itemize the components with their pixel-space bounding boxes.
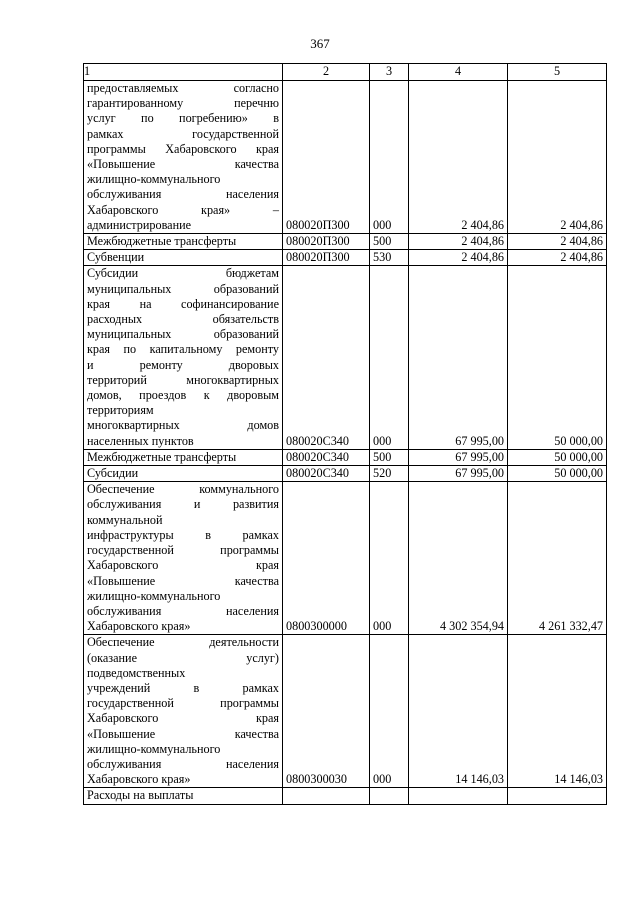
- row-name-line: Межбюджетные трансферты: [87, 234, 237, 249]
- row-name-line: Хабаровского края» –: [87, 202, 279, 217]
- row-value-2: 14 146,03: [508, 635, 607, 788]
- row-name-line: расходных обязательств: [87, 312, 279, 327]
- row-expense-type: 500: [370, 234, 409, 250]
- row-code: [283, 788, 370, 804]
- row-name-line: Субвенции: [87, 250, 145, 265]
- row-value-1: 67 995,00: [409, 266, 508, 449]
- row-expense-type: [370, 788, 409, 804]
- row-code: 0800300030: [283, 635, 370, 788]
- row-name-line: Межбюджетные трансферты: [87, 449, 237, 464]
- budget-table-body: [84, 64, 607, 805]
- row-expense-type: 000: [370, 635, 409, 788]
- header-col-5: 5: [508, 64, 607, 81]
- row-value-2: [508, 788, 607, 804]
- row-value-1: 2 404,86: [409, 81, 508, 234]
- row-value-1: 67 995,00: [409, 466, 508, 482]
- row-name-line: жилищно-коммунального: [87, 172, 221, 187]
- row-name-line: «Повышение качества: [87, 157, 279, 172]
- row-value-2: 50 000,00: [508, 466, 607, 482]
- row-value-2: 50 000,00: [508, 266, 607, 449]
- row-name-line: государственной программы: [87, 696, 279, 711]
- row-name-line: программы Хабаровского края: [87, 141, 279, 156]
- row-name-line: Хабаровского края»: [87, 772, 191, 787]
- row-code: 080020С340: [283, 266, 370, 449]
- row-code: 080020П300: [283, 81, 370, 234]
- row-name-line: Обеспечение деятельности: [87, 635, 279, 650]
- budget-table: [83, 63, 607, 805]
- page-number: 367: [310, 36, 330, 51]
- row-name-line: учреждений в рамках: [87, 680, 279, 695]
- row-name-line: Расходы на выплаты: [87, 788, 194, 803]
- row-value-1: 2 404,86: [409, 234, 508, 250]
- header-col-4: 4: [409, 64, 508, 81]
- row-expense-type: 000: [370, 482, 409, 635]
- row-name-line: жилищно-коммунального: [87, 588, 221, 603]
- row-name-line: администрирование: [87, 217, 192, 232]
- row-name-line: рамках государственной: [87, 126, 279, 141]
- row-name-line: Обеспечение коммунального: [87, 482, 279, 497]
- row-name: [84, 482, 283, 635]
- row-name-line: Хабаровского края: [87, 558, 279, 573]
- header-row: [84, 64, 607, 81]
- table-row: [84, 635, 607, 788]
- row-value-1: 67 995,00: [409, 449, 508, 465]
- row-code: 080020П300: [283, 250, 370, 266]
- row-name: [84, 234, 283, 250]
- row-name: [84, 788, 283, 804]
- table-row: [84, 266, 607, 449]
- row-value-1: 4 302 354,94: [409, 482, 508, 635]
- table-row: [84, 81, 607, 234]
- row-name-line: обслуживания населения: [87, 603, 279, 618]
- row-name: [84, 466, 283, 482]
- row-name-line: государственной программы: [87, 543, 279, 558]
- row-name: [84, 81, 283, 234]
- row-value-2: 50 000,00: [508, 449, 607, 465]
- row-name-line: обслуживания населения: [87, 756, 279, 771]
- row-name-line: территориям: [87, 403, 154, 418]
- row-name: [84, 266, 283, 449]
- row-name: [84, 449, 283, 465]
- row-name-line: обслуживания и развития: [87, 497, 279, 512]
- row-value-1: 2 404,86: [409, 250, 508, 266]
- row-name-line: края по капитальному ремонту: [87, 342, 279, 357]
- row-name-line: домов, проездов к дворовым: [87, 388, 279, 403]
- row-name: [84, 635, 283, 788]
- row-value-2: 2 404,86: [508, 250, 607, 266]
- row-name-line: Субсидии бюджетам: [87, 266, 279, 281]
- row-name-line: Хабаровского края»: [87, 619, 191, 634]
- table-row: [84, 482, 607, 635]
- row-name-line: подведомственных: [87, 665, 186, 680]
- row-value-1: 14 146,03: [409, 635, 508, 788]
- row-name-line: края на софинансирование: [87, 296, 279, 311]
- row-name-line: муниципальных образований: [87, 281, 279, 296]
- row-name-line: Хабаровского края: [87, 711, 279, 726]
- row-name: [84, 250, 283, 266]
- row-code: 080020П300: [283, 234, 370, 250]
- row-expense-type: 520: [370, 466, 409, 482]
- row-expense-type: 500: [370, 449, 409, 465]
- row-name-line: инфраструктуры в рамках: [87, 527, 279, 542]
- header-col-1: 1: [84, 64, 283, 81]
- row-name-line: и ремонту дворовых: [87, 357, 279, 372]
- row-name-line: услуг по погребению» в: [87, 111, 279, 126]
- header-col-2: 2: [283, 64, 370, 81]
- row-code: 080020С340: [283, 449, 370, 465]
- row-name-line: коммунальной: [87, 512, 163, 527]
- row-name-line: обслуживания населения: [87, 187, 279, 202]
- row-name-line: гарантированному перечню: [87, 96, 279, 111]
- row-expense-type: 530: [370, 250, 409, 266]
- row-name-line: муниципальных образований: [87, 327, 279, 342]
- row-value-2: 4 261 332,47: [508, 482, 607, 635]
- table-row: [84, 449, 607, 465]
- row-name-line: населенных пунктов: [87, 433, 194, 448]
- table-row: [84, 234, 607, 250]
- row-value-2: 2 404,86: [508, 81, 607, 234]
- row-expense-type: 000: [370, 81, 409, 234]
- row-value-2: 2 404,86: [508, 234, 607, 250]
- table-row: [84, 250, 607, 266]
- row-name-line: многоквартирных домов: [87, 418, 279, 433]
- row-name-line: «Повышение качества: [87, 573, 279, 588]
- table-row: [84, 788, 607, 804]
- row-name-line: «Повышение качества: [87, 726, 279, 741]
- header-col-3: 3: [370, 64, 409, 81]
- row-code: 0800300000: [283, 482, 370, 635]
- row-name-line: территорий многоквартирных: [87, 372, 279, 387]
- row-expense-type: 000: [370, 266, 409, 449]
- row-value-1: [409, 788, 508, 804]
- row-name-line: (оказание услуг): [87, 650, 279, 665]
- row-name-line: Субсидии: [87, 466, 139, 481]
- table-row: [84, 466, 607, 482]
- row-name-line: жилищно-коммунального: [87, 741, 221, 756]
- row-code: 080020С340: [283, 466, 370, 482]
- row-name-line: предоставляемых согласно: [87, 81, 279, 95]
